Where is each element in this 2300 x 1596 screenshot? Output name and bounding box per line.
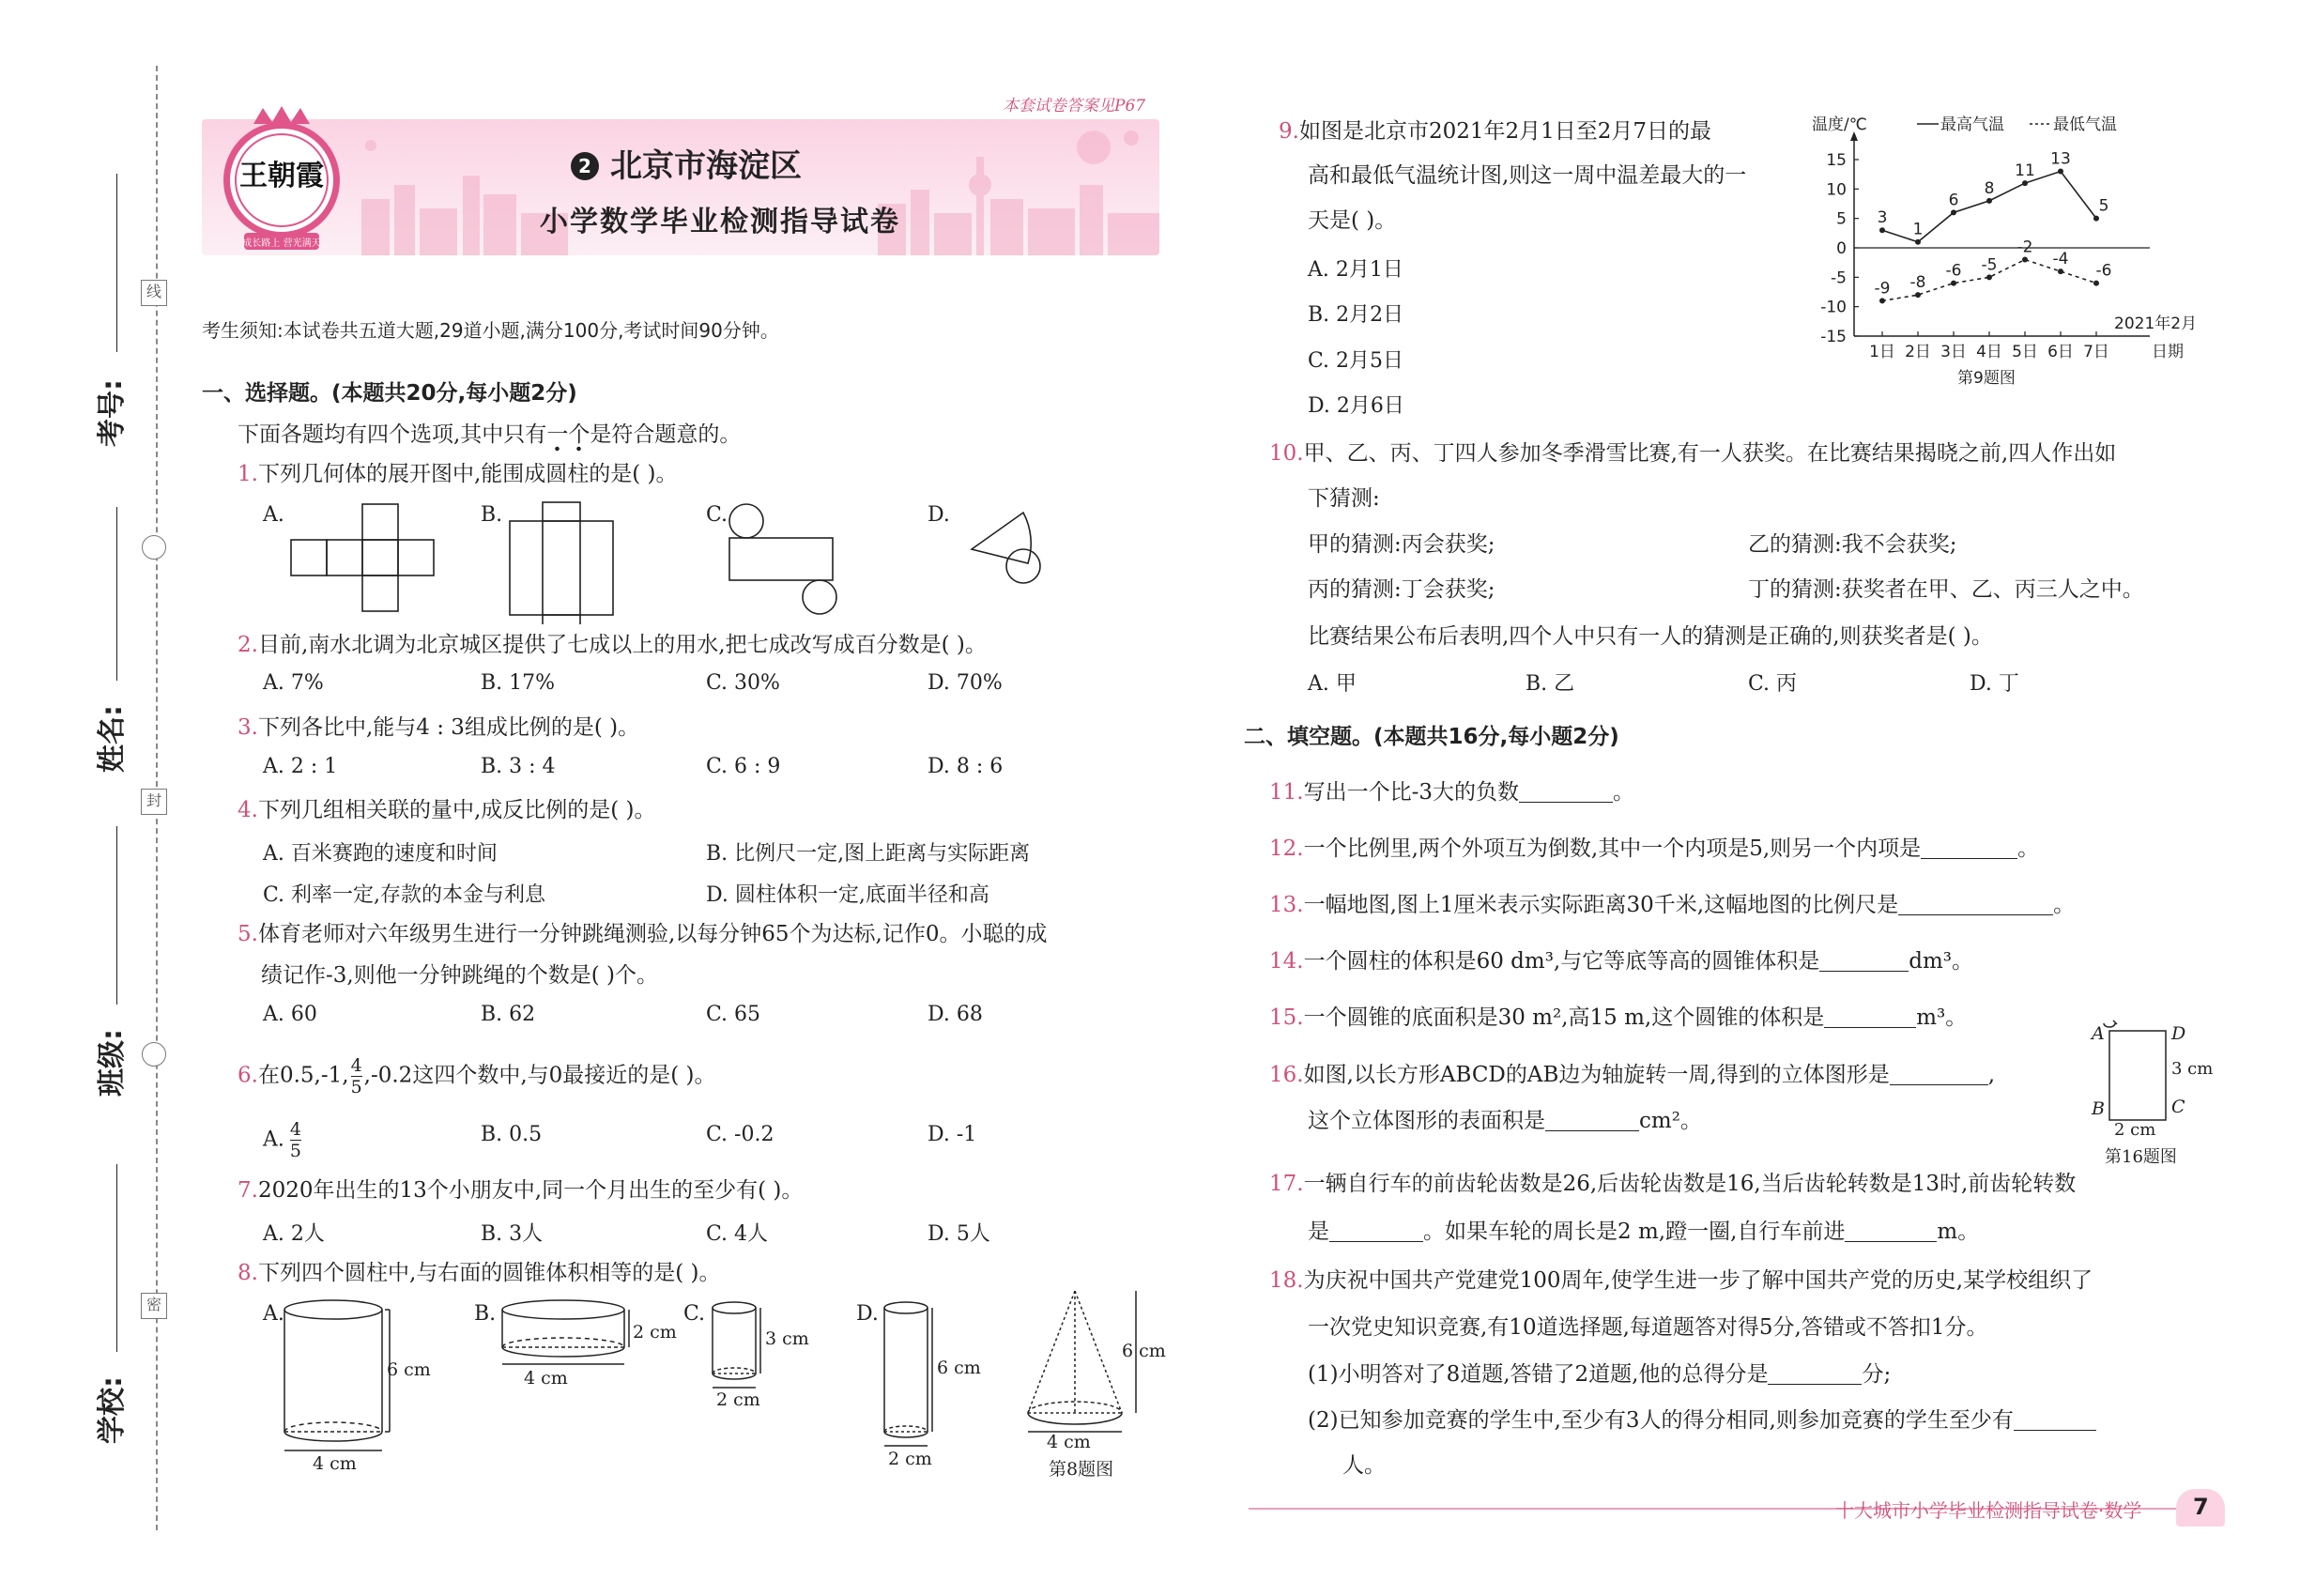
- q1-option-c[interactable]: C.: [706, 503, 728, 527]
- q12-stem: 12.一个比例里,两个外项互为倒数,其中一个内项是5,则另一个内项是 。: [1269, 836, 2040, 861]
- q1-option-d[interactable]: D.: [928, 503, 950, 527]
- q2-stem: 2.目前,南水北调为北京城区提供了七成以上的用水,把七成改写成百分数是( )。: [238, 633, 987, 657]
- q17-blank-distance[interactable]: [1845, 1220, 1937, 1242]
- high-temp-data-label: 1: [1912, 220, 1924, 239]
- q16-label-d: D: [2171, 1023, 2186, 1044]
- q8-stem: 8.下列四个圆柱中,与右面的圆锥体积相等的是( )。: [238, 1261, 721, 1285]
- x-axis-label: 日期: [2152, 343, 2184, 361]
- q15-blank[interactable]: [1824, 1005, 1916, 1028]
- school-label: 学校:: [96, 1376, 129, 1444]
- legend-high: 最高气温: [1940, 115, 2004, 134]
- q3-stem: 3.下列各比中,能与4 : 3组成比例的是( )。: [238, 715, 640, 740]
- q10-guess-bing: 丙的猜测:丁会获奖;: [1308, 577, 1495, 602]
- q9-temperature-chart: [1812, 111, 2225, 392]
- q1-option-b[interactable]: B.: [481, 503, 503, 527]
- exam-notice: 考生须知:本试卷共五道大题,29道小题,满分100分,考试时间90分钟。: [202, 319, 779, 342]
- q10-guess-ding: 丁的猜测:获奖者在甲、乙、丙三人之中。: [1748, 577, 2144, 602]
- q4-option-d[interactable]: D. 圆柱体积一定,底面半径和高: [706, 883, 989, 907]
- q2-option-d[interactable]: D. 70%: [928, 671, 1003, 695]
- low-temp-data-label: -4: [2052, 250, 2069, 269]
- low-temp-point: [2058, 269, 2063, 274]
- x-tick-label: 1日: [1869, 343, 1895, 361]
- high-temp-data-label: 3: [1877, 208, 1888, 228]
- q16-stem-line2: 这个立体图形的表面积是 cm²。: [1308, 1109, 1702, 1133]
- q7-option-c[interactable]: C. 4人: [706, 1222, 769, 1246]
- q10-option-b[interactable]: B. 乙: [1526, 672, 1575, 696]
- q4-option-b[interactable]: B. 比例尺一定,图上距离与实际距离: [706, 842, 1031, 866]
- q6-option-d[interactable]: D. -1: [928, 1123, 977, 1146]
- x-axis-title: 2021年2月: [2114, 315, 2198, 333]
- q2-option-a[interactable]: A. 7%: [263, 671, 324, 695]
- temperature-line-chart: [1812, 111, 2225, 392]
- q10-guess-jia: 甲的猜测:丙会获奖;: [1308, 532, 1495, 557]
- q18-sub2-unit: 人。: [1342, 1453, 1386, 1478]
- q14-stem: 14.一个圆柱的体积是60 dm³,与它等底等高的圆锥体积是 dm³。: [1269, 949, 1973, 974]
- q16-label-c: C: [2171, 1097, 2185, 1117]
- q15-stem: 15.一个圆锥的底面积是30 m²,高15 m,这个圆锥的体积是 m³。: [1269, 1005, 1968, 1030]
- chart-caption: 第9题图: [1957, 369, 2016, 388]
- low-temp-point: [1951, 281, 1956, 286]
- q7-stem: 7.2020年出生的13个小朋友中,同一个月出生的至少有( )。: [238, 1178, 804, 1203]
- q10-option-d[interactable]: D. 丁: [1970, 672, 2019, 696]
- x-tick-label: 3日: [1940, 343, 1967, 361]
- q16-stem-line1: 16.如图,以长方形ABCD的AB边为轴旋转一周,得到的立体图形是 ,: [1269, 1063, 1996, 1087]
- q12-blank[interactable]: [1921, 836, 2017, 859]
- q7-option-d[interactable]: D. 5人: [928, 1222, 990, 1246]
- q9-stem-line2: 高和最低气温统计图,则这一周中温差最大的一: [1308, 163, 1747, 188]
- low-temp-data-label: -5: [1981, 255, 1998, 275]
- low-temp-point: [2093, 281, 2099, 286]
- low-temp-data-label: -8: [1909, 273, 1926, 293]
- q9-option-a[interactable]: A. 2月1日: [1308, 258, 1403, 282]
- q16-bottom-length: 2 cm: [2114, 1120, 2156, 1140]
- answer-note: 本套试卷答案见P67: [1003, 97, 1146, 115]
- low-temp-data-label: -6: [1945, 261, 1962, 281]
- q8-a-height: 6 cm: [387, 1359, 431, 1380]
- legend-low: 最低气温: [2053, 115, 2117, 134]
- q18-sub2: (2)已知参加竞赛的学生中,至少有3人的得分相同,则参加竞赛的学生至少有: [1308, 1406, 2096, 1435]
- q11-blank[interactable]: [1519, 780, 1613, 803]
- high-temp-point: [2058, 169, 2063, 175]
- high-temp-point: [1915, 239, 1921, 245]
- x-tick-label: 6日: [2047, 343, 2074, 361]
- low-temp-point: [2022, 257, 2028, 263]
- q6-option-a-fraction: $\frac{4}{5}$: [289, 1119, 301, 1161]
- q8-option-d[interactable]: D.: [856, 1302, 879, 1326]
- q8-b-height: 2 cm: [633, 1322, 677, 1343]
- q16-caption: 第16题图: [2105, 1147, 2177, 1167]
- q8-cone-diameter: 4 cm: [1047, 1432, 1091, 1452]
- high-temp-data-label: 6: [1948, 191, 1959, 210]
- seal-circle: [142, 1042, 166, 1067]
- q8-cone-height: 6 cm: [1122, 1341, 1166, 1361]
- y-tick-label: 5: [1836, 209, 1847, 229]
- q5-option-b[interactable]: B. 62: [481, 1003, 536, 1026]
- y-tick-label: 0: [1836, 239, 1847, 258]
- q6-option-b[interactable]: B. 0.5: [481, 1123, 543, 1146]
- q9-option-b[interactable]: B. 2月2日: [1308, 303, 1404, 327]
- section1-heading: 一、选择题。(本题共20分,每小题2分): [202, 381, 577, 406]
- x-tick-label: 4日: [1976, 343, 2002, 361]
- q1-option-a[interactable]: A.: [263, 503, 284, 527]
- page-number: 7: [2193, 1494, 2209, 1520]
- high-temp-data-label: 8: [1984, 178, 1995, 198]
- q18-stem-line1: 18.为庆祝中国共产党建党100周年,使学生进一步了解中国共产党的历史,某学校组织了: [1269, 1268, 2093, 1293]
- q5-option-d[interactable]: D. 68: [928, 1003, 983, 1026]
- class-label: 班级:: [96, 1029, 129, 1097]
- q10-option-a[interactable]: A. 甲: [1308, 672, 1357, 696]
- q8-caption: 第8题图: [1049, 1459, 1114, 1480]
- q6-stem: 6.在0.5,-1, $\frac{4}{5}$ ,-0.2这四个数中,与0最接近的是( )。: [238, 1055, 716, 1097]
- dotted-emphasis: 一个: [546, 422, 590, 453]
- logo-sub: 成长路上 营光满天: [242, 238, 321, 249]
- q9-option-c[interactable]: C. 2月5日: [1308, 349, 1404, 373]
- seal-char-xian: 线: [141, 280, 167, 306]
- q5-stem-line2: 绩记作-3,则他一分钟跳绳的个数是( )个。: [261, 963, 658, 988]
- low-temp-data-label: -6: [2095, 261, 2112, 281]
- x-tick-label: 5日: [2012, 343, 2038, 361]
- q10-stem-line3: 比赛结果公布后表明,四个人中只有一人的猜测是正确的,则获奖者是( )。: [1308, 624, 1993, 649]
- q9-stem-line3: 天是( )。: [1308, 208, 1397, 233]
- q2-option-b[interactable]: B. 17%: [481, 671, 556, 695]
- y-tick-label: 15: [1826, 151, 1847, 170]
- exam-no-label: 考号:: [96, 379, 129, 447]
- q6-fraction: $\frac{4}{5}$: [350, 1055, 362, 1097]
- q13-stem: 13.一幅地图,图上1厘米表示实际距离30千米,这幅地图的比例尺是 。: [1269, 893, 2076, 917]
- x-tick-label: 7日: [2083, 343, 2109, 361]
- q3-option-d[interactable]: D. 8 : 6: [928, 755, 1004, 778]
- high-temp-point: [2022, 180, 2028, 186]
- page-title: 北京市海淀区: [610, 147, 802, 185]
- brand-logo: [211, 103, 352, 263]
- q8-b-diameter: 4 cm: [524, 1368, 568, 1389]
- q16-blank-shape[interactable]: [1890, 1063, 1988, 1085]
- q1-stem: 1.下列几何体的展开图中,能围成圆柱的是( )。: [238, 462, 678, 486]
- low-temp-point: [1915, 292, 1921, 298]
- q17-stem-line2: 是 。如果车轮的周长是2 m,蹬一圈,自行车前进 m。: [1308, 1220, 1980, 1244]
- q5-stem-line1: 5.体育老师对六年级男生进行一分钟跳绳测验,以每分钟65个为达标,记作0。小聪的成: [238, 922, 1048, 946]
- q8-cylinders-figure: [272, 1291, 1173, 1479]
- q11-stem: 11.写出一个比-3大的负数 。: [1269, 780, 1634, 805]
- q9-option-d[interactable]: D. 2月6日: [1308, 394, 1404, 418]
- q16-blank-area[interactable]: [1545, 1109, 1639, 1131]
- q8-c-diameter: 2 cm: [716, 1389, 760, 1410]
- q16-side-length: 3 cm: [2171, 1059, 2214, 1079]
- q8-c-height: 3 cm: [765, 1328, 809, 1349]
- q18-stem-line2: 一次党史知识竞赛,有10道选择题,每道题答对得5分,答错或不答扣1分。: [1308, 1315, 1988, 1340]
- low-temp-data-label: -2: [2016, 238, 2033, 257]
- q8-option-b[interactable]: B.: [474, 1302, 497, 1326]
- q7-option-b[interactable]: B. 3人: [481, 1222, 544, 1246]
- logo-text: 王朝霞: [239, 160, 324, 192]
- y-tick-label: -15: [1820, 328, 1847, 346]
- q8-option-a[interactable]: A.: [263, 1302, 284, 1326]
- q16-label-b: B: [2092, 1098, 2105, 1119]
- q17-blank-turns[interactable]: [1329, 1220, 1423, 1242]
- page-subtitle: 小学数学毕业检测指导试卷: [540, 206, 900, 238]
- q18-blank-score[interactable]: [1768, 1362, 1862, 1385]
- section1-intro: 下面各题均有四个选项,其中只有一个是符合题意的。: [238, 421, 741, 449]
- high-temp-point: [1879, 227, 1885, 233]
- q5-option-a[interactable]: A. 60: [263, 1003, 317, 1026]
- q3-option-a[interactable]: A. 2 : 1: [263, 755, 338, 778]
- q10-stem-line1: 10.甲、乙、丙、丁四人参加冬季滑雪比赛,有一人获奖。在比赛结果揭晓之前,四人作出如: [1269, 441, 2117, 466]
- name-label: 姓名:: [96, 705, 129, 773]
- exam-no-line: [116, 174, 117, 352]
- seal-char-feng: 封: [141, 789, 167, 815]
- class-line: [116, 826, 117, 1005]
- q4-stem: 4.下列几组相关联的量中,成反比例的是( )。: [238, 798, 656, 822]
- name-line: [116, 507, 117, 681]
- q4-option-a[interactable]: A. 百米赛跑的速度和时间: [263, 842, 498, 866]
- section2-heading: 二、填空题。(本题共16分,每小题2分): [1244, 725, 1619, 749]
- low-temp-point: [1986, 274, 1992, 280]
- high-temp-data-label: 5: [2098, 196, 2109, 216]
- seal-circle: [142, 535, 166, 560]
- q2-option-c[interactable]: C. 30%: [706, 671, 780, 695]
- paper-number-badge: 2: [571, 152, 599, 180]
- seal-char-mi: 密: [141, 1293, 167, 1319]
- q10-option-c[interactable]: C. 丙: [1748, 672, 1798, 696]
- y-tick-label: -10: [1820, 298, 1847, 317]
- q5-option-c[interactable]: C. 65: [706, 1003, 761, 1026]
- high-temp-point: [1986, 198, 1992, 204]
- school-line: [116, 1164, 117, 1352]
- q3-option-c[interactable]: C. 6 : 9: [706, 755, 781, 778]
- q8-d-height: 6 cm: [937, 1358, 981, 1378]
- y-axis-label: 温度/℃: [1812, 115, 1867, 134]
- q8-a-diameter: 4 cm: [313, 1453, 357, 1474]
- q4-option-c[interactable]: C. 利率一定,存款的本金与利息: [263, 883, 546, 907]
- q8-d-diameter: 2 cm: [888, 1449, 932, 1469]
- y-tick-label: 10: [1826, 180, 1847, 200]
- q18-sub1: (1)小明答对了8道题,答错了2道题,他的总得分是 分;: [1308, 1362, 1892, 1387]
- x-tick-label: 2日: [1905, 343, 1931, 361]
- q1-nets-figure: [282, 498, 1089, 624]
- q9-stem-line1: 9.如图是北京市2021年2月1日至2月7日的最: [1279, 119, 1712, 144]
- footer-title: 十大城市小学毕业检测指导试卷·数学: [1835, 1499, 2142, 1522]
- high-temp-point: [1951, 209, 1956, 215]
- q10-stem-line2: 下猜测:: [1308, 486, 1380, 511]
- q16-label-a: A: [2092, 1023, 2105, 1044]
- q17-stem-line1: 17.一辆自行车的前齿轮齿数是26,后齿轮齿数是16,当后齿轮转数是13时,前齿轮转数: [1269, 1172, 2077, 1196]
- q13-blank[interactable]: [1898, 893, 2053, 915]
- q14-blank[interactable]: [1819, 949, 1909, 972]
- q8-option-c[interactable]: C.: [683, 1302, 706, 1326]
- low-temp-point: [1879, 298, 1885, 303]
- q10-guess-yi: 乙的猜测:我不会获奖;: [1748, 532, 1957, 557]
- q6-option-a[interactable]: A. $\frac{4}{5}$: [263, 1119, 301, 1161]
- q6-option-c[interactable]: C. -0.2: [706, 1123, 774, 1146]
- high-temp-point: [2093, 216, 2099, 222]
- q3-option-b[interactable]: B. 3 : 4: [481, 755, 556, 778]
- net-a-face: [291, 540, 327, 575]
- high-temp-data-label: 11: [2015, 161, 2035, 181]
- q18-blank-students[interactable]: [2014, 1408, 2096, 1431]
- q7-option-a[interactable]: A. 2人: [263, 1222, 325, 1246]
- low-temp-data-label: -9: [1874, 279, 1891, 299]
- y-tick-label: -5: [1831, 269, 1847, 288]
- high-temp-data-label: 13: [2050, 149, 2071, 169]
